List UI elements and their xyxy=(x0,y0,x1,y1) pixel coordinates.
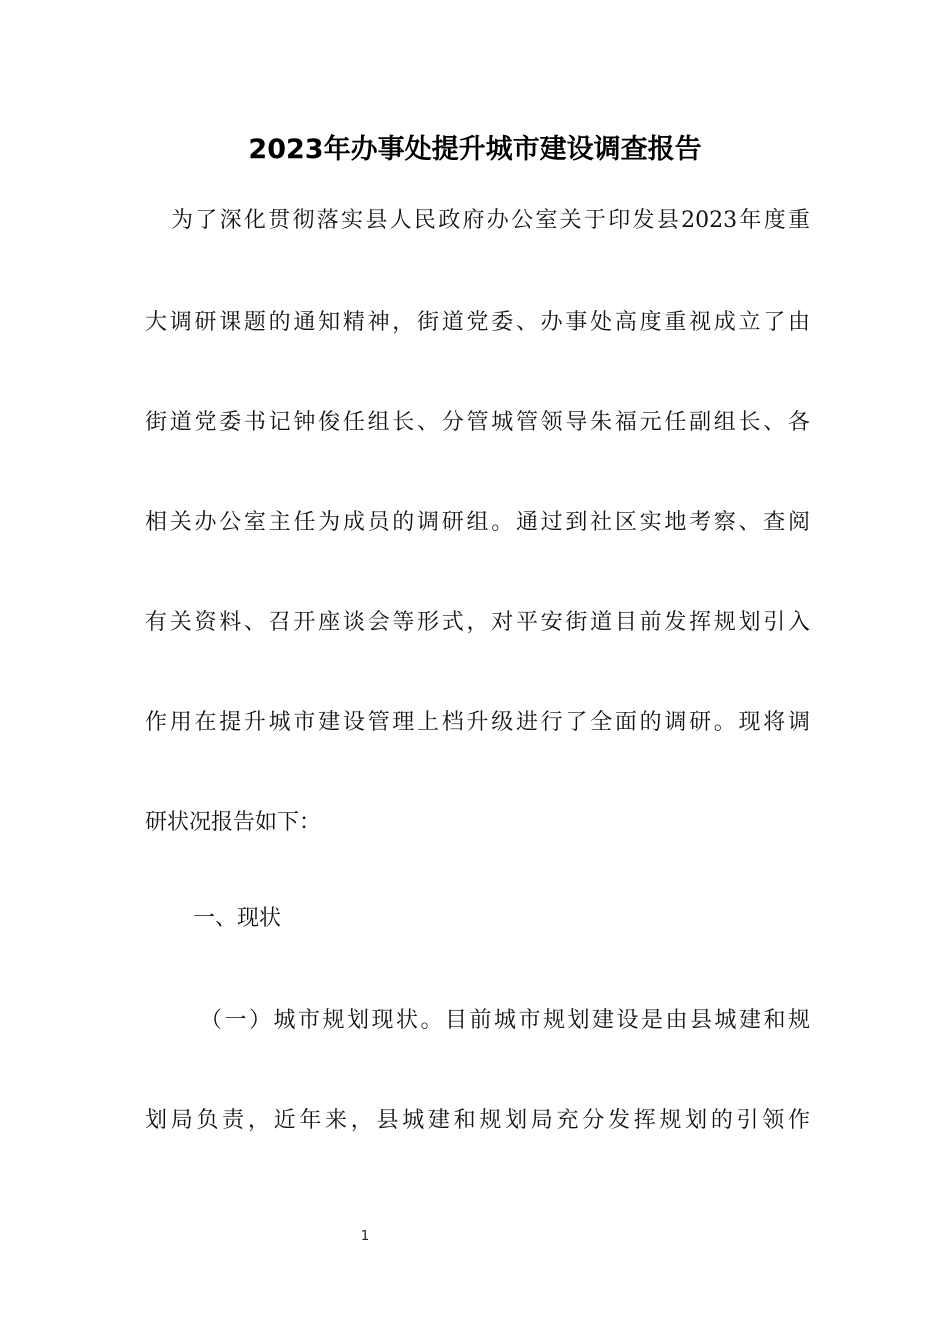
paragraph-line-5: 有关资料、召开座谈会等形式，对平安街道目前发挥规划引入 xyxy=(145,610,810,635)
paragraph-line-7: 研状况报告如下： xyxy=(145,810,322,835)
document-title: 2023年办事处提升城市建设调查报告 xyxy=(248,134,702,165)
paragraph-line-1: 为了深化贯彻落实县人民政府办公室关于印发县2023年度重 xyxy=(171,208,810,233)
subsection-line-1: （一）城市规划现状。目前城市规划建设是由县城建和规 xyxy=(200,1008,810,1033)
paragraph-line-3: 街道党委书记钟俊任组长、分管城管领导朱福元任副组长、各 xyxy=(145,410,810,435)
paragraph-line-2: 大调研课题的通知精神，街道党委、办事处高度重视成立了由 xyxy=(145,310,810,335)
section-heading: 一、现状 xyxy=(193,906,282,931)
page-number: 1 xyxy=(360,1229,370,1244)
paragraph-line-4: 相关办公室主任为成员的调研组。通过到社区实地考察、查阅 xyxy=(145,510,810,535)
paragraph-line-6: 作用在提升城市建设管理上档升级进行了全面的调研。现将调 xyxy=(145,710,810,735)
subsection-line-2: 划局负责，近年来，县城建和规划局充分发挥规划的引领作 xyxy=(145,1108,810,1133)
